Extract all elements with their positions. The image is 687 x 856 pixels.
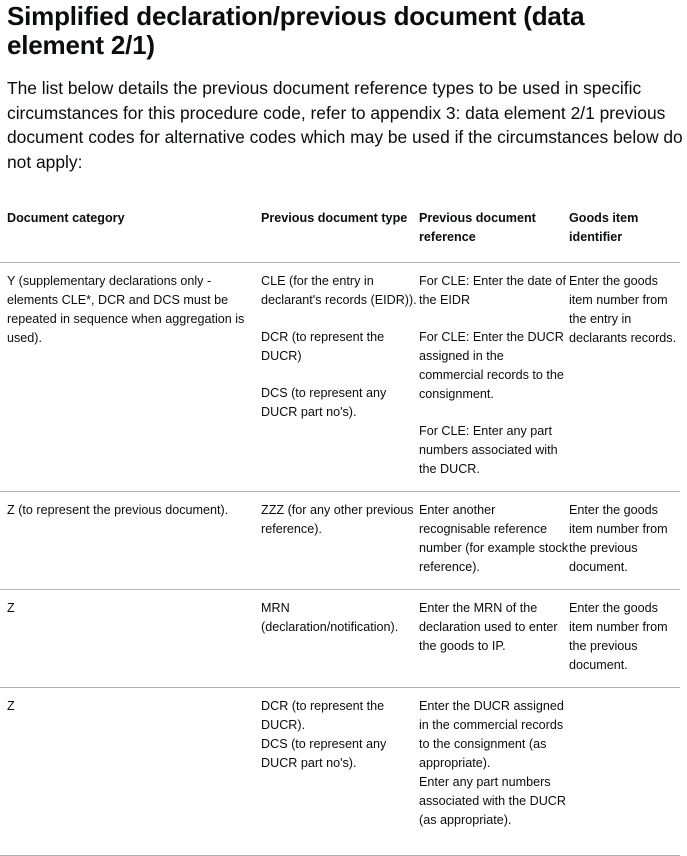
cell-previous-document-reference [419, 688, 569, 856]
header-previous-document-reference: Previous document reference [419, 204, 569, 263]
cell-text: For CLE: Enter any part numbers associated with the DUCR. [419, 424, 558, 476]
table-row [0, 688, 680, 856]
cell-text: DCS (to represent any DUCR part no's). [261, 386, 387, 419]
cell-goods-item-identifier: Enter the goods item number from the previous document. [569, 492, 680, 590]
header-goods-item-identifier: Goods item identifier [569, 204, 680, 263]
cell-previous-document-type [261, 263, 419, 492]
intro-paragraph: The list below details the previous document reference types to be used in specific circumstances for this procedure code, refer to appendix 3: data element 2/1 previous document codes for alternative codes which may be used if the circumstances below do not apply: [7, 78, 683, 172]
header-previous-document-type: Previous document type [261, 204, 419, 263]
previous-document-table [0, 204, 680, 856]
table-row [0, 590, 680, 688]
cell-document-category: Z (to represent the previous document). [0, 492, 261, 590]
cell-goods-item-identifier [569, 688, 680, 856]
table-row [0, 263, 680, 492]
table-row [0, 492, 680, 590]
cell-goods-item-identifier: Enter the goods item number from the entry in declarants records. [569, 263, 680, 492]
cell-text: For CLE: Enter the date of the EIDR [419, 274, 567, 307]
header-document-category: Document category [0, 204, 261, 263]
cell-previous-document-type [261, 688, 419, 856]
cell-text: DCR (to represent the DUCR). [261, 699, 385, 732]
cell-document-category: Z [0, 590, 261, 688]
cell-previous-document-reference [419, 263, 569, 492]
cell-previous-document-reference: Enter another recognisable reference number (for example stock reference). [419, 492, 569, 590]
cell-previous-document-reference: Enter the MRN of the declaration used to enter the goods to IP. [419, 590, 569, 688]
cell-document-category: Y (supplementary declarations only - elements CLE*, DCR and DCS must be repeated in sequence when aggregation is used). [0, 263, 261, 492]
table-header-row [0, 204, 680, 263]
cell-text: Enter the DUCR assigned in the commercial records to the consignment (as appropriate). [419, 699, 564, 770]
cell-document-category: Z [0, 688, 261, 856]
cell-previous-document-type: ZZZ (for any other previous reference). [261, 492, 419, 590]
cell-text: For CLE: Enter the DUCR assigned in the commercial records to the consignment. [419, 330, 564, 401]
cell-text: DCS (to represent any DUCR part no's). [261, 737, 387, 770]
cell-goods-item-identifier: Enter the goods item number from the previous document. [569, 590, 680, 688]
section-heading: Simplified declaration/previous document (data element 2/1) [7, 1, 585, 60]
cell-previous-document-type: MRN (declaration/notification). [261, 590, 419, 688]
cell-text: DCR (to represent the DUCR) [261, 330, 385, 363]
cell-text: Enter any part numbers associated with the DUCR (as appropriate). [419, 775, 566, 827]
cell-text: CLE (for the entry in declarant's records (EIDR)). [261, 274, 417, 307]
